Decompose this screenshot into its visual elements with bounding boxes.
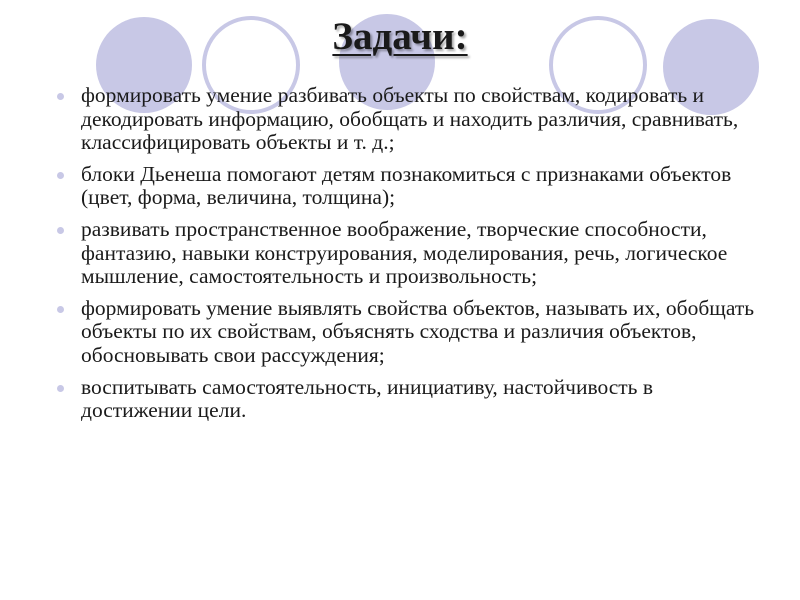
bullet-icon [57,172,64,179]
task-list [55,84,755,431]
list-item [55,84,755,155]
list-item-text: воспитывать самостоятельность, инициативу, настойчивость в достижении цели. [81,374,654,423]
list-item [55,376,755,423]
bullet-icon [57,93,64,100]
bullet-icon [57,306,64,313]
list-item-text: формировать умение выявлять свойства объектов, называть их, обобщать объекты по их свойствам, объяснять сходства и различия объектов, обосновывать свои рассуждения; [81,295,755,367]
list-item-text: блоки Дьенеша помогают детям познакомиться с признаками объектов (цвет, форма, величина, толщина); [81,161,732,210]
list-item [55,218,755,289]
list-item [55,297,755,368]
bullet-icon [57,385,64,392]
bullet-icon [57,227,64,234]
slide-title: Задачи: [332,15,468,58]
list-item [55,163,755,210]
list-item-text: формировать умение разбивать объекты по свойствам, кодировать и декодировать информацию, обобщать и находить различия, сравнивать, классифицировать объекты и т. д.; [81,83,739,155]
list-item-text: развивать пространственное воображение, творческие способности, фантазию, навыки конструирования, моделирования, речь, логическое мышление, самостоятельность и произвольность; [81,216,728,289]
